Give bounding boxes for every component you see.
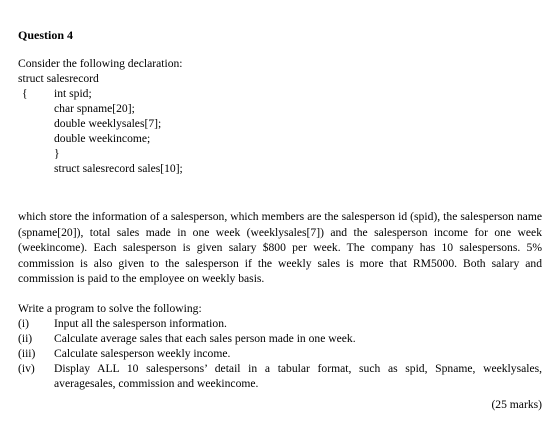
task-number: (iv) (18, 361, 35, 375)
task-text: Calculate average sales that each sales person made in one week. (54, 331, 356, 345)
task-text: Input all the salesperson information. (54, 316, 227, 330)
task-number: (iii) (18, 346, 36, 360)
open-brace: { (22, 87, 28, 100)
task-intro: Write a program to solve the following: (18, 301, 202, 315)
array-declaration: struct salesrecord sales[10]; (54, 162, 183, 175)
struct-name-line: struct salesrecord (18, 72, 99, 85)
task-text: Display ALL 10 salespersons’ detail in a tabular format, such as spid, Spname, weeklysales, averagesales, commission and weekincome. (54, 361, 542, 390)
struct-declaration (18, 71, 542, 191)
struct-field: double weeklysales[7]; (54, 117, 162, 130)
struct-field: int spid; (54, 87, 92, 100)
task-item (18, 361, 542, 391)
task-text: Calculate salesperson weekly income. (54, 346, 231, 360)
task-item (18, 346, 542, 361)
question-intro: Consider the following declaration: (18, 57, 183, 70)
task-item (18, 331, 542, 346)
question-heading: Question 4 (18, 28, 74, 42)
struct-field: char spname[20]; (54, 102, 135, 115)
problem-description: which store the information of a salesperson, which members are the salesperson id (spid), the salesperson name (spname[20]), total sales made in one week (weeklysales[7]) and the salesperson income for one week (weekincome). Each salesperson is given salary $800 per week. The company has 10 salespersons. 5% commission is also given to the salesperson if the weekly sales is more that RM5000. Both salary and commission is paid to the employee on weekly basis. (18, 210, 542, 285)
struct-field: double weekincome; (54, 132, 151, 145)
task-item (18, 316, 542, 331)
task-number: (ii) (18, 331, 33, 345)
marks-label: (25 marks) (491, 397, 542, 411)
question-document (18, 28, 542, 412)
close-brace: } (54, 147, 60, 160)
task-number: (i) (18, 316, 29, 330)
